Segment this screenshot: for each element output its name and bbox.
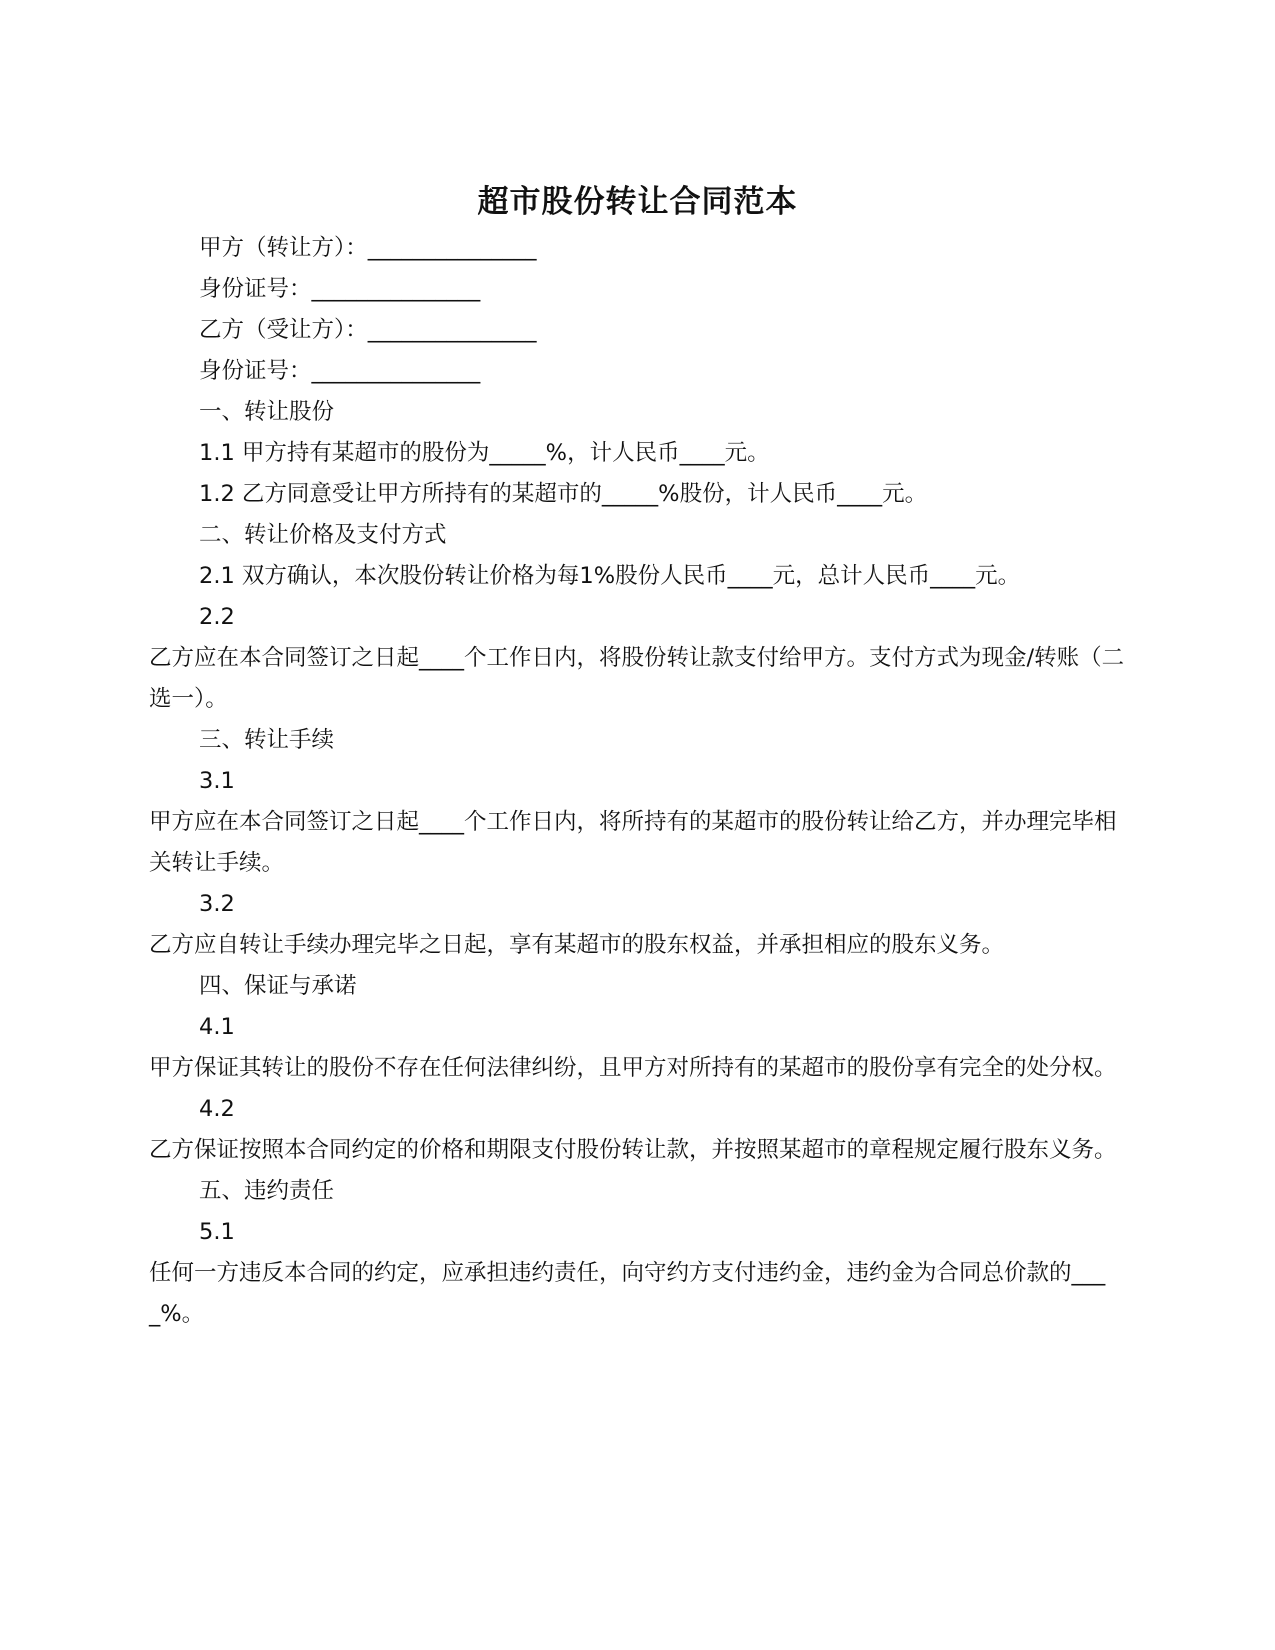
section-heading-2: 二、转让价格及支付方式 — [199, 522, 447, 548]
clause-2-1: 2.1 双方确认，本次股份转让价格为每1%股份人民币____元，总计人民币____元。 — [199, 563, 1021, 589]
clause-3-1-number: 3.1 — [199, 768, 235, 794]
party-b-id-line: 身份证号：_______________ — [199, 358, 481, 384]
section-heading-1: 一、转让股份 — [199, 399, 335, 425]
party-a-line: 甲方（转让方）：_______________ — [199, 235, 537, 261]
clause-5-1-number: 5.1 — [199, 1219, 235, 1245]
clause-4-1-number: 4.1 — [199, 1014, 235, 1040]
clause-4-2-text: 乙方保证按照本合同约定的价格和期限支付股份转让款，并按照某超市的章程规定履行股东义务。 — [149, 1137, 1117, 1163]
document-title: 超市股份转让合同范本 — [477, 184, 798, 220]
clause-1-2: 1.2 乙方同意受让甲方所持有的某超市的_____%股份，计人民币____元。 — [199, 481, 928, 507]
clause-2-2-text: 乙方应在本合同签订之日起____个工作日内，将股份转让款支付给甲方。支付方式为现金/转账（二选一）。 — [149, 645, 1125, 712]
clause-4-2-number: 4.2 — [199, 1096, 235, 1122]
party-a-id-line: 身份证号：_______________ — [199, 276, 481, 302]
clause-2-2-number: 2.2 — [199, 604, 235, 630]
section-heading-3: 三、转让手续 — [199, 727, 335, 753]
party-b-line: 乙方（受让方）：_______________ — [199, 317, 537, 343]
clause-4-1-text: 甲方保证其转让的股份不存在任何法律纠纷，且甲方对所持有的某超市的股份享有完全的处分权。 — [149, 1055, 1117, 1081]
clause-3-1-text: 甲方应在本合同签订之日起____个工作日内，将所持有的某超市的股份转让给乙方，并办理完毕相关转让手续。 — [149, 809, 1117, 876]
clause-5-1-text: 任何一方违反本合同的约定，应承担违约责任，向守约方支付违约金，违约金为合同总价款的____%。 — [149, 1260, 1106, 1327]
section-heading-4: 四、保证与承诺 — [199, 973, 357, 999]
section-heading-5: 五、违约责任 — [199, 1178, 335, 1204]
clause-3-2-number: 3.2 — [199, 891, 235, 917]
clause-3-2-text: 乙方应自转让手续办理完毕之日起，享有某超市的股东权益，并承担相应的股东义务。 — [149, 932, 1005, 958]
document-body — [149, 228, 1129, 1335]
clause-1-1: 1.1 甲方持有某超市的股份为_____%，计人民币____元。 — [199, 440, 770, 466]
